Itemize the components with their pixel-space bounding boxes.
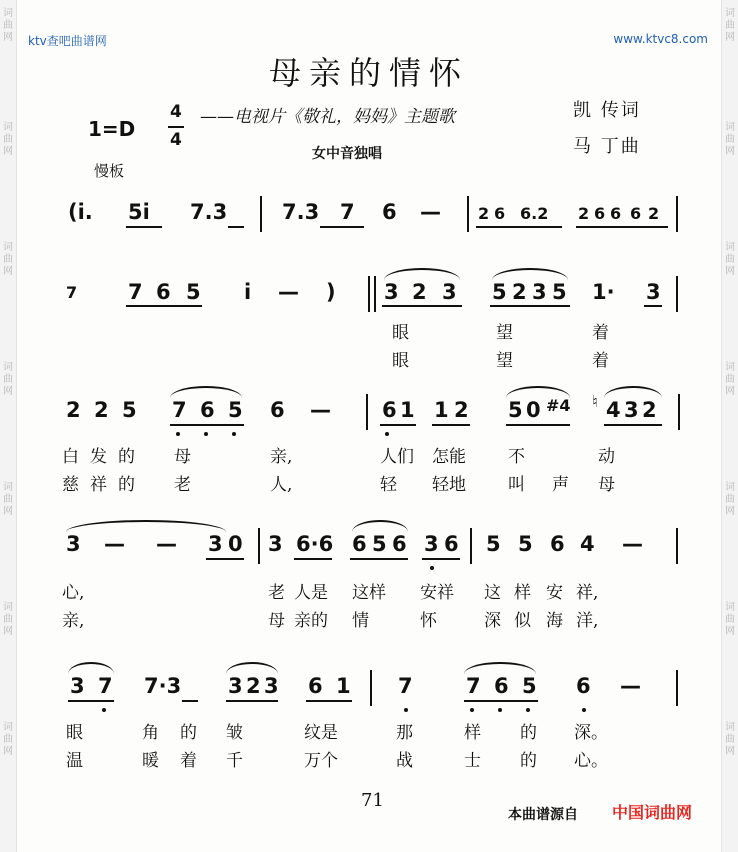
dash: — <box>278 280 299 304</box>
note: 5 <box>186 280 201 304</box>
lyric: 望 <box>496 351 513 371</box>
lyric: 洋, <box>576 611 599 631</box>
lyricist: 凯 传词 <box>573 100 641 121</box>
tempo-marking: 慢板 <box>94 162 125 180</box>
note: 7 <box>128 280 143 304</box>
note: 6 <box>444 532 459 556</box>
note: 6 <box>494 674 509 698</box>
lyric: 战 <box>396 751 413 771</box>
underline <box>126 226 162 228</box>
barline <box>258 528 260 564</box>
watermark-char: 词 <box>3 242 13 253</box>
underline <box>170 424 244 426</box>
watermark-char: 曲 <box>725 20 735 31</box>
underline <box>490 305 570 307</box>
watermark-char: 曲 <box>3 614 13 625</box>
note: 6 <box>200 398 215 422</box>
key-signature: 1=D <box>88 117 136 141</box>
lyric: 的 <box>520 751 537 771</box>
note: 3 <box>70 674 85 698</box>
lyric: 望 <box>496 323 513 343</box>
slur <box>464 662 536 674</box>
watermark-char: 网 <box>3 386 13 397</box>
note: 5 <box>518 532 533 556</box>
note: 2 <box>642 398 657 422</box>
underline <box>382 305 462 307</box>
watermark-char: 词 <box>725 242 735 253</box>
note: 2 <box>246 674 261 698</box>
composer: 马 丁曲 <box>573 136 641 157</box>
underline <box>68 700 114 702</box>
paren: ) <box>326 280 336 304</box>
note: 5 <box>228 398 243 422</box>
underline <box>182 700 198 702</box>
lyric: 母 <box>268 611 285 631</box>
note: 3 <box>424 532 439 556</box>
octave-dot <box>404 708 408 712</box>
watermark-char: 网 <box>725 386 735 397</box>
note: 2 <box>454 398 469 422</box>
lyric: 安 <box>546 583 563 603</box>
underline <box>228 226 244 228</box>
note: 6 <box>156 280 171 304</box>
octave-dot <box>582 708 586 712</box>
underline <box>306 700 352 702</box>
note: 5 <box>486 532 501 556</box>
note: 6 <box>494 204 506 223</box>
slur <box>352 520 408 532</box>
octave-dot <box>430 566 434 570</box>
barline <box>370 670 372 706</box>
lyric: 眼 <box>392 323 409 343</box>
watermark-char: 网 <box>725 626 735 637</box>
note: (i. <box>68 200 93 224</box>
watermark-char: 曲 <box>725 374 735 385</box>
barline <box>260 196 262 232</box>
slur <box>226 662 278 674</box>
underline <box>350 558 408 560</box>
note: 5 <box>522 674 537 698</box>
lyric: 慈 <box>62 475 79 495</box>
site-watermark-right: www.ktvc8.com <box>613 32 708 46</box>
lyric: 着 <box>180 751 197 771</box>
watermark-char: 词 <box>725 602 735 613</box>
lyric: 怀 <box>420 611 437 631</box>
note: 3 <box>208 532 223 556</box>
dash: — <box>620 674 641 698</box>
note: 2 <box>478 204 490 223</box>
watermark-char: 曲 <box>3 734 13 745</box>
underline <box>422 558 460 560</box>
note: 6 <box>270 398 285 422</box>
lyric: 似 <box>514 611 531 631</box>
slur <box>492 268 568 280</box>
lyric: 人, <box>270 475 293 495</box>
underline <box>226 700 278 702</box>
underline <box>320 226 364 228</box>
underline <box>506 424 570 426</box>
underline <box>126 305 202 307</box>
source-label: 本曲谱源自 <box>508 807 578 823</box>
lyric: 老 <box>268 583 285 603</box>
slur <box>384 268 460 280</box>
slur <box>604 386 662 398</box>
underline <box>476 226 562 228</box>
note: 4 <box>580 532 595 556</box>
lyric: 亲, <box>62 611 85 631</box>
note: 4 <box>606 398 621 422</box>
note: 7.3 <box>282 200 320 224</box>
subtitle: ——电视片《敬礼，妈妈》主题歌 <box>200 107 455 127</box>
barline <box>374 276 376 312</box>
barline <box>368 276 370 312</box>
watermark-char: 曲 <box>725 134 735 145</box>
octave-dot <box>176 432 180 436</box>
lyric: 发 <box>90 447 107 467</box>
lyric: 老 <box>174 475 191 495</box>
note: i <box>244 280 252 304</box>
note: 7·3 <box>144 674 182 698</box>
slur <box>68 662 114 674</box>
site-watermark-left: ktv查吧曲谱网 <box>28 34 107 48</box>
dash: — <box>104 532 125 556</box>
note: 6 <box>594 204 606 223</box>
lyric: 亲的 <box>294 611 328 631</box>
note: 6 <box>392 532 407 556</box>
note: 1 <box>400 398 415 422</box>
lyric: 人们 <box>380 447 414 467</box>
lyric: 心。 <box>574 751 608 771</box>
octave-dot <box>385 432 389 436</box>
natural-sign: ♮ <box>592 392 598 411</box>
note: 6 <box>610 204 622 223</box>
watermark-char: 网 <box>3 146 13 157</box>
watermark-char: 曲 <box>3 494 13 505</box>
lyric: 纹是 <box>304 723 338 743</box>
barline <box>676 276 678 312</box>
underline <box>604 424 662 426</box>
lyric: 这样 <box>352 583 386 603</box>
lyric: 安祥 <box>420 583 454 603</box>
note: 2 <box>648 204 660 223</box>
note: 7.3 <box>190 200 228 224</box>
barline <box>470 528 472 564</box>
note: 6 <box>352 532 367 556</box>
watermark-char: 词 <box>725 482 735 493</box>
lyric: 白 <box>62 447 79 467</box>
time-signature-bottom: 4 <box>170 130 182 150</box>
lyric: 千 <box>226 751 243 771</box>
note: 1 <box>336 674 351 698</box>
watermark-char: 曲 <box>725 494 735 505</box>
octave-dot <box>102 708 106 712</box>
tie <box>66 520 226 532</box>
lyric: 的 <box>520 723 537 743</box>
underline <box>294 558 332 560</box>
note: 5 <box>372 532 387 556</box>
lyric: 暖 <box>142 751 159 771</box>
lyric: 深 <box>484 611 501 631</box>
watermark-char: 词 <box>725 362 735 373</box>
watermark-char: 词 <box>3 602 13 613</box>
dash: — <box>310 398 331 422</box>
watermark-char: 网 <box>3 32 13 43</box>
lyric: 那 <box>396 723 413 743</box>
performer: 女中音独唱 <box>312 146 382 162</box>
watermark-char: 曲 <box>3 374 13 385</box>
underline <box>206 558 244 560</box>
note: 3 <box>66 532 81 556</box>
lyric: 心, <box>62 583 85 603</box>
lyric: 轻 <box>380 475 397 495</box>
watermark-char: 曲 <box>725 254 735 265</box>
lyric: 皱 <box>226 723 243 743</box>
barline <box>676 528 678 564</box>
lyric: 叫 <box>508 475 525 495</box>
note: 7 <box>398 674 413 698</box>
lyric: 士 <box>464 751 481 771</box>
lyric: 母 <box>598 475 615 495</box>
watermark-char: 词 <box>725 722 735 733</box>
barline <box>366 394 368 430</box>
note: 5 <box>508 398 523 422</box>
lyric: 深。 <box>574 723 608 743</box>
note: 5i <box>128 200 150 224</box>
note: 1 <box>434 398 449 422</box>
lyric: 情 <box>352 611 369 631</box>
watermark-char: 网 <box>3 506 13 517</box>
source-brand-link[interactable]: 中国词曲网 <box>612 803 693 822</box>
octave-dot <box>498 708 502 712</box>
time-signature-top: 4 <box>170 102 182 122</box>
lyric: 的 <box>118 447 135 467</box>
note: 2 <box>578 204 590 223</box>
song-title: 母亲的情怀 <box>268 54 469 92</box>
underline <box>432 424 470 426</box>
lyric: 亲, <box>270 447 293 467</box>
note: 5 <box>492 280 507 304</box>
lyric: 眼 <box>66 723 83 743</box>
lyric: 母 <box>174 447 191 467</box>
note: 7 <box>340 200 355 224</box>
lyric: 的 <box>118 475 135 495</box>
note: 6 <box>576 674 591 698</box>
lyric: 这 <box>484 583 501 603</box>
note: #4 <box>546 396 571 415</box>
note: 2 <box>412 280 427 304</box>
note: 3 <box>264 674 279 698</box>
octave-dot <box>470 708 474 712</box>
note: 3 <box>624 398 639 422</box>
lyric: 祥, <box>576 583 599 603</box>
dash: — <box>420 200 441 224</box>
watermark-char: 词 <box>3 362 13 373</box>
lyric: 样 <box>514 583 531 603</box>
note: 3 <box>646 280 661 304</box>
page-number: 71 <box>361 790 384 811</box>
watermark-char: 网 <box>725 146 735 157</box>
lyric: 的 <box>180 723 197 743</box>
note: 3 <box>228 674 243 698</box>
watermark-char: 词 <box>725 8 735 19</box>
watermark-char: 曲 <box>725 614 735 625</box>
note: 3 <box>384 280 399 304</box>
note: 6 <box>550 532 565 556</box>
octave-dot <box>204 432 208 436</box>
note: 3 <box>532 280 547 304</box>
note: 2 <box>94 398 109 422</box>
note: 3 <box>442 280 457 304</box>
watermark-char: 词 <box>3 8 13 19</box>
lyric: 温 <box>66 751 83 771</box>
watermark-char: 曲 <box>3 254 13 265</box>
watermark-char: 网 <box>725 506 735 517</box>
left-watermark-strip <box>0 0 17 852</box>
note: 6 <box>630 204 642 223</box>
lyric: 角 <box>142 723 159 743</box>
underline <box>380 424 416 426</box>
note: 6 <box>308 674 323 698</box>
underline <box>464 700 538 702</box>
barline <box>467 196 469 232</box>
lyric: 样 <box>464 723 481 743</box>
barline <box>678 394 680 430</box>
watermark-char: 网 <box>3 626 13 637</box>
note: 6.2 <box>520 204 549 223</box>
note: 5 <box>122 398 137 422</box>
note: 5 <box>552 280 567 304</box>
note: 6 <box>382 398 397 422</box>
watermark-char: 词 <box>3 482 13 493</box>
lyric: 眼 <box>392 351 409 371</box>
right-watermark-strip <box>721 0 738 852</box>
watermark-char: 网 <box>725 266 735 277</box>
octave-dot <box>232 432 236 436</box>
lyric: 着 <box>592 323 609 343</box>
time-signature-rule <box>168 126 184 128</box>
lyric: 海 <box>546 611 563 631</box>
note: 3 <box>268 532 283 556</box>
note: 7 <box>172 398 187 422</box>
note: 0 <box>228 532 243 556</box>
lyric: 声 <box>552 475 569 495</box>
note: 6 <box>382 200 397 224</box>
underline <box>576 226 668 228</box>
dash: — <box>622 532 643 556</box>
watermark-char: 词 <box>725 122 735 133</box>
lyric: 万个 <box>304 751 338 771</box>
watermark-char: 曲 <box>725 734 735 745</box>
lyric: 着 <box>592 351 609 371</box>
note: 7 <box>98 674 113 698</box>
watermark-char: 词 <box>3 722 13 733</box>
dash: — <box>156 532 177 556</box>
underline <box>644 305 662 307</box>
lyric: 人是 <box>294 583 328 603</box>
note: 6·6 <box>296 532 334 556</box>
watermark-char: 网 <box>3 746 13 757</box>
lyric: 轻地 <box>432 475 466 495</box>
lyric: 怎能 <box>432 447 466 467</box>
watermark-char: 网 <box>725 746 735 757</box>
barline <box>676 670 678 706</box>
octave-dot <box>526 708 530 712</box>
watermark-char: 曲 <box>3 134 13 145</box>
note: 1· <box>592 280 615 304</box>
note: 7 <box>66 283 78 302</box>
lyric: 不 <box>508 447 525 467</box>
watermark-char: 网 <box>3 266 13 277</box>
note: 2 <box>66 398 81 422</box>
watermark-char: 曲 <box>3 20 13 31</box>
watermark-char: 词 <box>3 122 13 133</box>
slur <box>170 386 242 398</box>
barline <box>676 196 678 232</box>
lyric: 祥 <box>90 475 107 495</box>
note: 0 <box>526 398 541 422</box>
lyric: 动 <box>598 447 615 467</box>
note: 7 <box>466 674 481 698</box>
watermark-char: 网 <box>725 32 735 43</box>
note: 2 <box>512 280 527 304</box>
